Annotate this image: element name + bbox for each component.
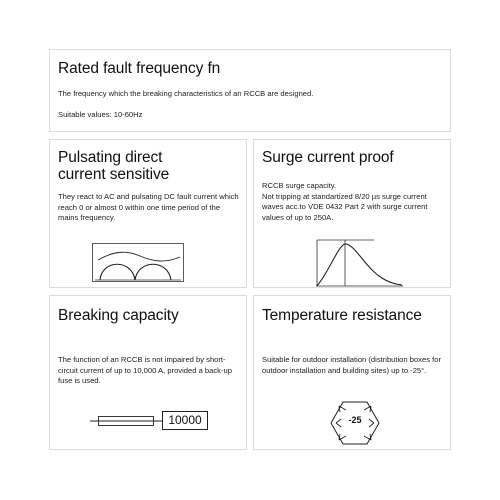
temperature-card <box>253 295 451 450</box>
breaking-capacity-value: 10000 <box>162 411 208 430</box>
temperature-value: -25 <box>348 415 362 425</box>
pulsating-waveform-icon <box>92 243 184 283</box>
pulsating-title-line1: Pulsating direct <box>58 149 163 166</box>
fault-frequency-title: Rated fault frequency fn <box>58 60 221 77</box>
pulsating-description: They react to AC and pulsating DC fault current which reach 0 or almost 0 within one time period of the mains frequency. <box>58 192 239 223</box>
surge-line2: Not tripping at standartized 8/20 µs surge current waves acc.to VDE 0432 Part 2 with surge current values of up to 250A. <box>262 191 428 222</box>
breaking-title: Breaking capacity <box>58 307 179 324</box>
breaking-card <box>49 295 247 450</box>
pulsating-title-line2: current sensitive <box>58 166 170 183</box>
fault-frequency-description: The frequency which the breaking characteristics of an RCCB are designed. <box>58 89 314 98</box>
fault-frequency-suitable-values: Suitable values: 10-60Hz <box>58 110 143 119</box>
surge-card <box>253 139 451 288</box>
temperature-title: Temperature resistance <box>262 307 422 324</box>
fault-frequency-card <box>49 49 451 132</box>
surge-title: Surge current proof <box>262 149 394 166</box>
temperature-description: Suitable for outdoor installation (distribution boxes for outdoor installation and building sites) up to -25°. <box>262 355 441 375</box>
pulsating-card <box>49 139 247 288</box>
surge-line1: RCCB surge capacity. <box>262 181 337 190</box>
breaking-description: The function of an RCCB is not impaired by short-circuit current of up to 10,000 A, provided a back-up fuse is used. <box>58 355 232 386</box>
surge-curve-icon <box>314 238 404 288</box>
fuse-icon <box>90 412 162 430</box>
